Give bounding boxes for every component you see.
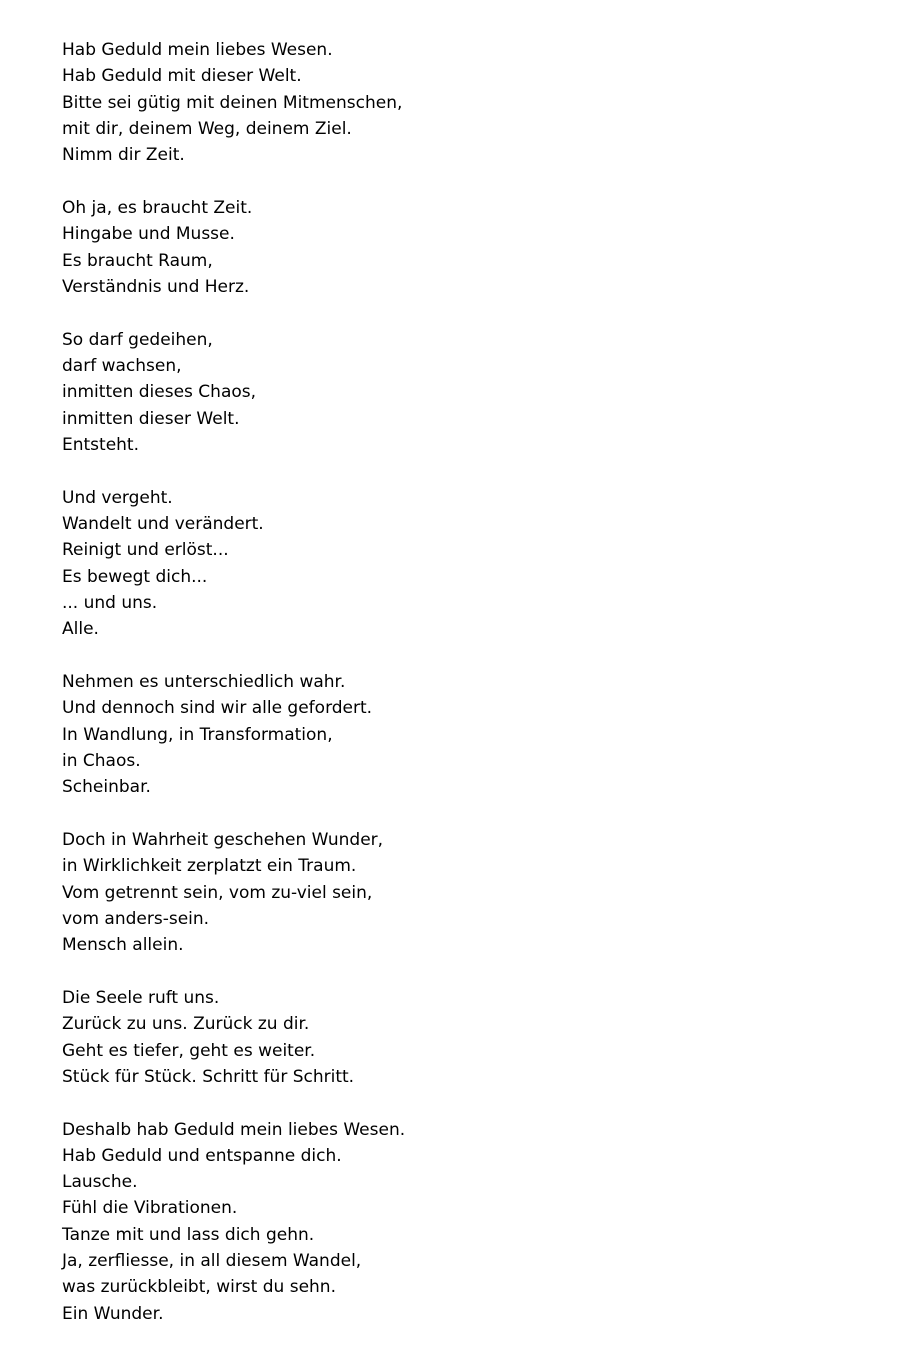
poem-line: Es bewegt dich... xyxy=(62,566,208,587)
poem-line: Scheinbar. xyxy=(62,777,151,798)
poem-line: So darf gedeihen, xyxy=(62,329,213,350)
poem-line: ... und uns. xyxy=(62,592,158,613)
poem-line: Es braucht Raum, xyxy=(62,250,213,271)
poem-line: Hab Geduld und entspanne dich. xyxy=(62,1145,342,1166)
poem xyxy=(62,37,862,1353)
poem-line: Hab Geduld mein liebes Wesen. xyxy=(62,40,333,60)
poem-line: Doch in Wahrheit geschehen Wunder, xyxy=(62,829,384,850)
poem-line: Nimm dir Zeit. xyxy=(62,145,185,166)
poem-line: in Wirklichkeit zerplatzt ein Traum. xyxy=(62,856,357,877)
poem-line: Entsteht. xyxy=(62,434,140,455)
poem-line: Oh ja, es braucht Zeit. xyxy=(62,197,253,218)
poem-line: Und vergeht. xyxy=(62,487,173,508)
poem-line: Verständnis und Herz. xyxy=(62,276,250,297)
poem-line: in Chaos. xyxy=(62,750,141,771)
poem-line: vom anders-sein. xyxy=(62,908,210,929)
poem-line: inmitten dieser Welt. xyxy=(62,408,240,429)
poem-line: Tanze mit und lass dich gehn. xyxy=(62,1224,315,1245)
poem-line: Zurück zu uns. Zurück zu dir. xyxy=(62,1014,310,1035)
stanza-7 xyxy=(62,985,862,1090)
poem-line: Wandelt und verändert. xyxy=(62,513,264,534)
stanza-8 xyxy=(62,1117,862,1327)
stanza-6 xyxy=(62,827,862,958)
stanza-4 xyxy=(62,485,862,643)
poem-line: Deshalb hab Geduld mein liebes Wesen. xyxy=(62,1119,406,1140)
poem-line: darf wachsen, xyxy=(62,355,182,376)
poem-line: Die Seele ruft uns. xyxy=(62,987,220,1008)
poem-line: Und dennoch sind wir alle gefordert. xyxy=(62,698,373,719)
poem-line: Hingabe und Musse. xyxy=(62,224,235,245)
poem-line: Nehmen es unterschiedlich wahr. xyxy=(62,671,346,692)
stanza-3 xyxy=(62,327,862,458)
poem-line: mit dir, deinem Weg, deinem Ziel. xyxy=(62,118,352,139)
poem-line: In Wandlung, in Transformation, xyxy=(62,724,333,745)
poem-line: Lausche. xyxy=(62,1172,138,1193)
stanza-5 xyxy=(62,669,862,800)
poem-line: Geht es tiefer, geht es weiter. xyxy=(62,1040,316,1061)
stanza-2 xyxy=(62,195,862,300)
poem-line: inmitten dieses Chaos, xyxy=(62,382,257,403)
poem-line: Bitte sei gütig mit deinen Mitmenschen, xyxy=(62,92,403,113)
poem-line: Ja, zerfliesse, in all diesem Wandel, xyxy=(62,1251,362,1272)
poem-line: Ein Wunder. xyxy=(62,1303,164,1324)
poem-line: Mensch allein. xyxy=(62,935,184,956)
stanza-1 xyxy=(62,37,862,168)
poem-line: Stück für Stück. Schritt für Schritt. xyxy=(62,1066,355,1087)
poem-line: Alle. xyxy=(62,619,99,640)
poem-line: Vom getrennt sein, vom zu-viel sein, xyxy=(62,882,373,903)
poem-line: Fühl die Vibrationen. xyxy=(62,1198,238,1219)
poem-line: Hab Geduld mit dieser Welt. xyxy=(62,66,302,87)
poem-line: Reinigt und erlöst... xyxy=(62,540,229,561)
poem-line: was zurückbleibt, wirst du sehn. xyxy=(62,1277,336,1298)
